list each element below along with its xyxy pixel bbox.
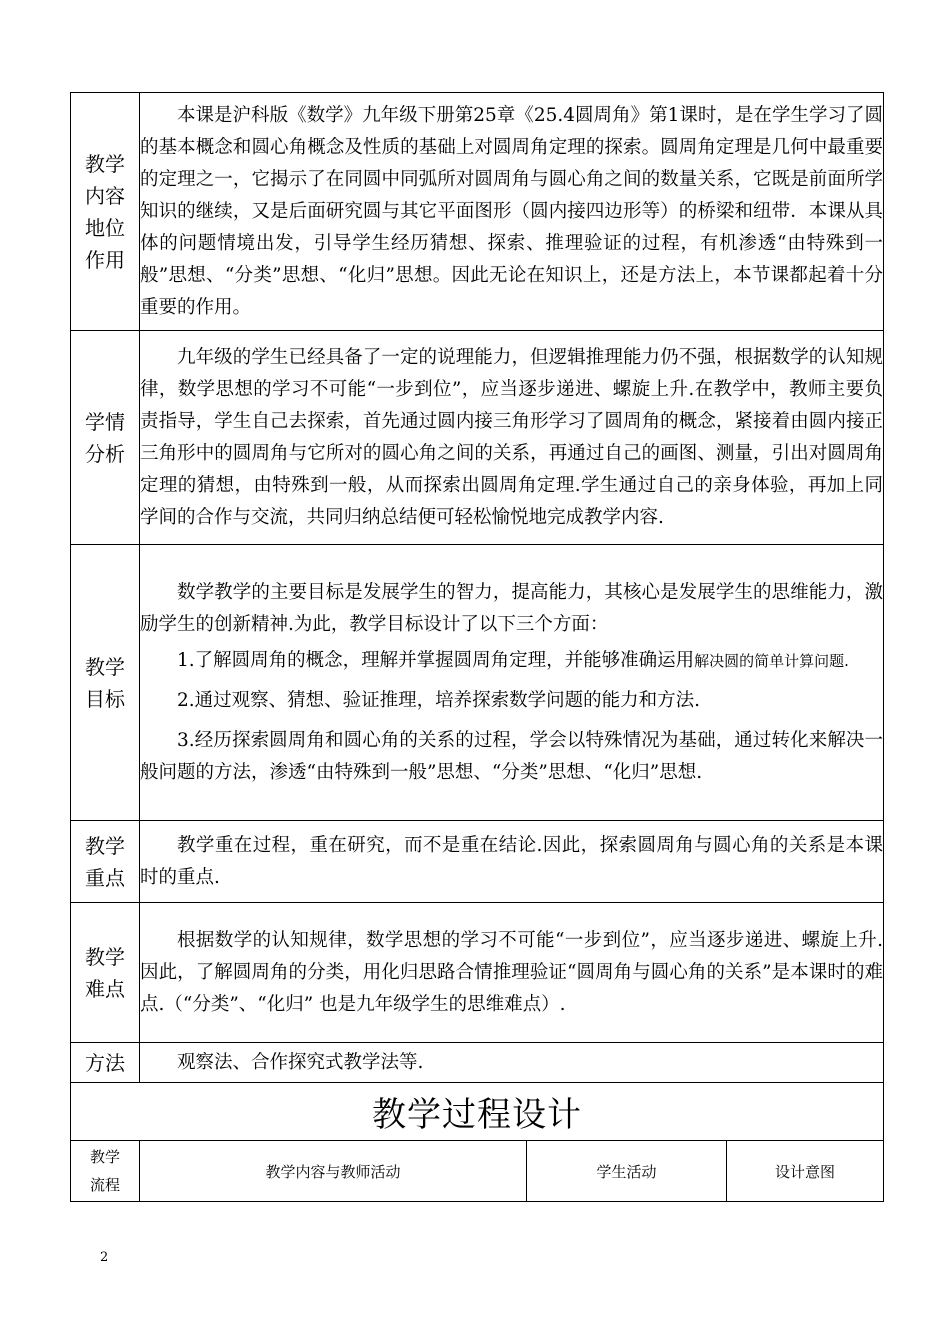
row-label: 教学重点 (71, 821, 140, 903)
row-label: 教学内容地位作用 (71, 93, 140, 331)
goals-intro: 数学教学的主要目标是发展学生的智力，提高能力，其核心是发展学生的思维能力，激励学生的创新精神.为此，教学目标设计了以下三个方面： (140, 581, 884, 635)
header-design-intent: 设计意图 (727, 1141, 884, 1202)
row-content (140, 331, 884, 545)
process-header-row (71, 1141, 884, 1202)
row-methods (71, 1043, 884, 1083)
row-content-position (71, 93, 884, 331)
row-label: 教学目标 (71, 545, 140, 821)
row-key-points (71, 821, 884, 903)
header-flow: 教学 流程 (71, 1141, 140, 1202)
row-teaching-goals (71, 545, 884, 821)
header-content-teacher: 教学内容与教师活动 (140, 1141, 527, 1202)
row-label: 方法 (71, 1043, 140, 1083)
header-student-activity: 学生活动 (527, 1141, 727, 1202)
row-content (140, 903, 884, 1043)
goal-2: 2.通过观察、猜想、验证推理，培养探索数学问题的能力和方法. (177, 689, 701, 711)
row-difficulties (71, 903, 884, 1043)
paragraph: 观察法、合作探究式教学法等. (177, 1051, 424, 1073)
goal-1-main: 1.了解圆周角的概念，理解并掌握圆周角定理，并能够准确运用 (177, 649, 695, 671)
row-content (140, 1043, 884, 1083)
row-label: 教学难点 (71, 903, 140, 1043)
lesson-plan-table (70, 92, 884, 1202)
page-number: 2 (100, 1250, 109, 1265)
row-content (140, 93, 884, 331)
process-title: 教学过程设计 (71, 1083, 884, 1141)
goal-1 (140, 645, 883, 677)
paragraph: 根据数学的认知规律，数学思想的学习不可能“一步到位”，应当逐步递进、螺旋上升.因此，了解圆周角的分类，用化归思路合情推理验证“圆周角与圆心角的关系”是本课时的难点.（“分类”、“化归” 也是九年级学生的思维难点）. (140, 929, 884, 1015)
goal-3: 3.经历探索圆周角和圆心角的关系的过程，学会以特殊情况为基础，通过转化来解决一般问题的方法，渗透“由特殊到一般”思想、“分类”思想、“化归”思想. (140, 729, 884, 783)
paragraph: 九年级的学生已经具备了一定的说理能力，但逻辑推理能力仍不强，根据数学的认知规律，数学思想的学习不可能“一步到位”，应当逐步递进、螺旋上升.在教学中，教师主要负责指导，学生自己去探索，首先通过圆内接三角形学习了圆周角的概念，紧接着由圆内接正三角形中的圆周角与它所对的圆心角之间的关系，再通过自己的画图、测量，引出对圆周角定理的猜想，由特殊到一般，从而探索出圆周角定理.学生通过自己的亲身体验，再加上同学间的合作与交流，共同归纳总结便可轻松愉悦地完成教学内容. (140, 346, 884, 528)
row-content (140, 545, 884, 821)
paragraph: 本课是沪科版《数学》九年级下册第25章《25.4圆周角》第1课时，是在学生学习了圆的基本概念和圆心角概念及性质的基础上对圆周角定理的探索。圆周角定理是几何中最重要的定理之一，它揭示了在同圆中同弧所对圆周角与圆心角之间的数量关系，它既是前面所学知识的继续，又是后面研究圆与其它平面图形（圆内接四边形等）的桥梁和纽带．本课从具体的问题情境出发，引导学生经历猜想、探索、推理验证的过程，有机渗透“由特殊到一般”思想、“分类”思想、“化归”思想。因此无论在知识上，还是方法上，本节课都起着十分重要的作用。 (140, 104, 884, 318)
row-label: 学情分析 (71, 331, 140, 545)
row-student-analysis (71, 331, 884, 545)
row-process-title (71, 1083, 884, 1141)
paragraph: 教学重在过程，重在研究，而不是重在结论.因此，探索圆周角与圆心角的关系是本课时的重点. (140, 834, 884, 888)
row-content (140, 821, 884, 903)
goal-1-tail: 解决圆的简单计算问题. (694, 651, 849, 670)
